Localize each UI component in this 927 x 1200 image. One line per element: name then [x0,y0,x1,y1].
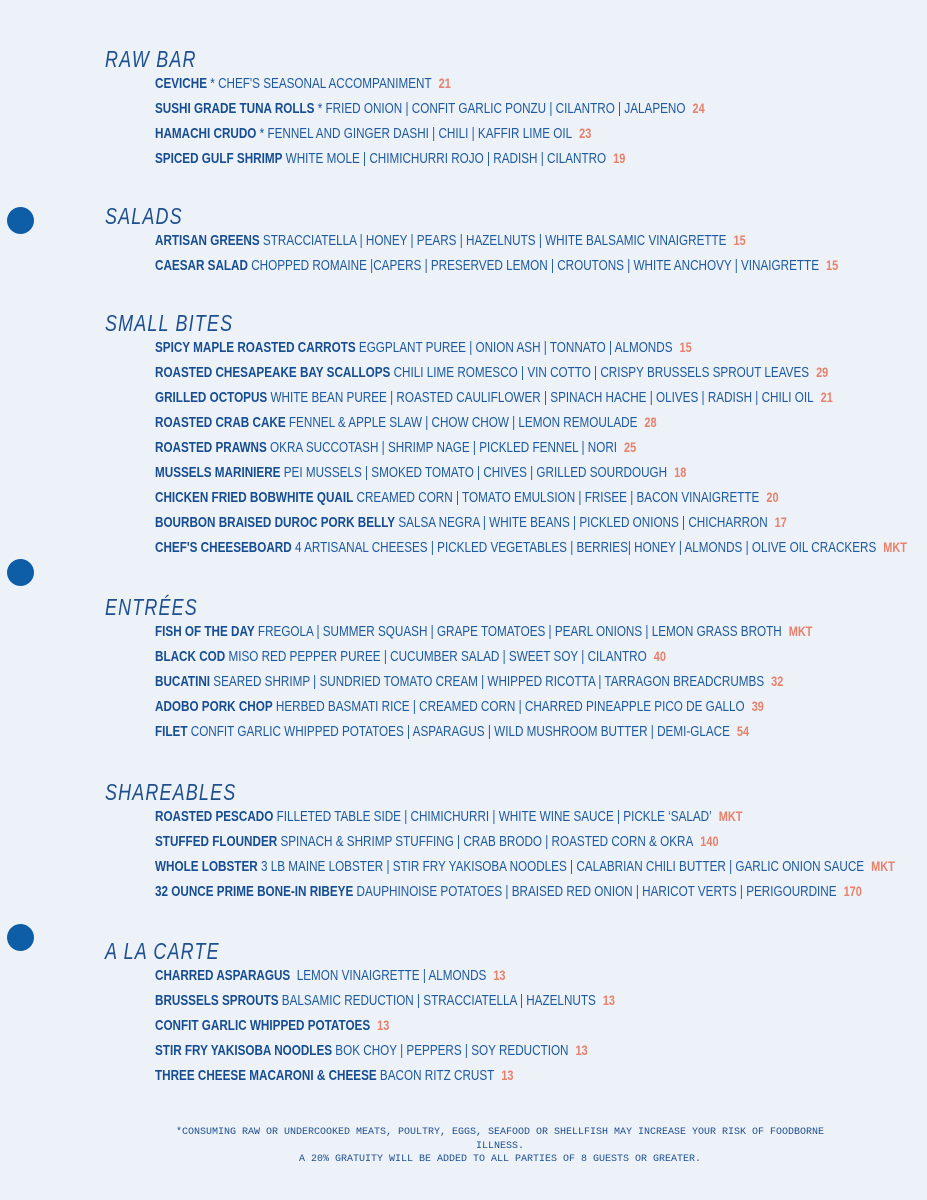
menu-item [155,435,907,460]
item-name: HAMACHI CRUDO [155,125,257,142]
menu-item [155,1013,615,1038]
menu-item [155,121,705,146]
item-name: ROASTED PESCADO [155,808,274,825]
menu-item [155,694,812,719]
item-name: ROASTED PRAWNS [155,439,267,456]
item-description: STRACCIATELLA | HONEY | PEARS | HAZELNUTS | WHITE BALSAMIC VINAIGRETTE [259,232,727,249]
item-description: * CHEF'S SEASONAL ACCOMPANIMENT [207,75,432,92]
item-description: * FENNEL AND GINGER DASHI | CHILI | KAFFIR LIME OIL [256,125,573,142]
item-description: FREGOLA | SUMMER SQUASH | GRAPE TOMATOES | PEARL ONIONS | LEMON GRASS BROTH [254,623,782,640]
item-name: BUCATINI [155,673,211,690]
item-description: HERBED BASMATI RICE | CREAMED CORN | CHARRED PINEAPPLE PICO DE GALLO [272,698,745,715]
menu-item [155,988,615,1013]
section-heading: RAW BAR [105,46,197,72]
item-name: CONFIT GARLIC WHIPPED POTATOES [155,1017,371,1034]
menu-item [155,644,812,669]
item-price: 40 [653,648,666,664]
menu-item [155,410,907,435]
item-description: OKRA SUCCOTASH | SHRIMP NAGE | PICKLED FENNEL | NORI [266,439,618,456]
item-price: 15 [826,257,839,273]
item-price: 13 [575,1042,588,1058]
menu-item [155,460,907,485]
item-description: SEARED SHRIMP | SUNDRIED TOMATO CREAM | WHIPPED RICOTTA | TARRAGON BREADCRUMBS [210,673,765,690]
item-price: 15 [733,232,746,248]
menu-item [155,829,895,854]
item-name: ROASTED CHESAPEAKE BAY SCALLOPS [155,364,391,381]
item-name: BLACK COD [155,648,226,665]
item-description: EGGPLANT PUREE | ONION ASH | TONNATO | ALMONDS [355,339,673,356]
item-description: WHITE MOLE | CHIMICHURRI ROJO | RADISH | CILANTRO [282,150,607,167]
item-price: 28 [644,414,657,430]
item-description: MISO RED PEPPER PUREE | CUCUMBER SALAD | SWEET SOY | CILANTRO [225,648,647,665]
item-price: 39 [751,698,764,714]
item-description: BACON RITZ CRUST [376,1067,495,1084]
item-name: STUFFED FLOUNDER [155,833,278,850]
item-price: 18 [674,464,687,480]
item-price: 13 [493,967,506,983]
section-heading: ENTRÉES [105,594,198,620]
item-name: ADOBO PORK CHOP [155,698,273,715]
item-description: BALSAMIC REDUCTION | STRACCIATELLA | HAZELNUTS [278,992,596,1009]
item-name: CHICKEN FRIED BOBWHITE QUAIL [155,489,354,506]
item-price: 170 [843,883,862,899]
menu-section [105,595,927,744]
item-price: 13 [602,992,615,1008]
item-description: LEMON VINAIGRETTE | ALMONDS [290,967,487,984]
menu-section [105,47,860,171]
item-list [155,228,927,278]
item-name: ARTISAN GREENS [155,232,260,249]
item-description: WHITE BEAN PUREE | ROASTED CAULIFLOWER | SPINACH HACHE | OLIVES | RADISH | CHILI OIL [267,389,814,406]
item-name: SPICY MAPLE ROASTED CARROTS [155,339,356,356]
item-price: 24 [692,100,705,116]
item-price: 20 [766,489,779,505]
item-description: FENNEL & APPLE SLAW | CHOW CHOW | LEMON REMOULADE [285,414,638,431]
footer-gratuity: A 20% GRATUITY WILL BE ADDED TO ALL PARTIES OF 8 GUESTS OR GREATER. [298,1154,702,1165]
item-description: CREAMED CORN | TOMATO EMULSION | FRISEE | BACON VINAIGRETTE [353,489,760,506]
item-price: 13 [377,1017,390,1033]
item-description: CONFIT GARLIC WHIPPED POTATOES | ASPARAGUS | WILD MUSHROOM BUTTER | DEMI-GLACE [187,723,730,740]
footer-notice [160,1126,840,1167]
menu-item [155,879,895,904]
section-heading: A LA CARTE [105,938,220,964]
section-heading: SHAREABLES [105,779,237,805]
item-name: ROASTED CRAB CAKE [155,414,286,431]
item-price: 21 [820,389,833,405]
menu-item [155,253,838,278]
item-description: SALSA NEGRA | WHITE BEANS | PICKLED ONIONS | CHICHARRON [395,514,768,531]
item-price: 15 [679,339,692,355]
item-description: PEI MUSSELS | SMOKED TOMATO | CHIVES | GRILLED SOURDOUGH [280,464,668,481]
section-heading: SMALL BITES [105,310,234,336]
menu-item [155,669,812,694]
menu-item [155,360,907,385]
menu-item [155,535,907,560]
item-name: CHARRED ASPARAGUS [155,967,291,984]
item-name: STIR FRY YAKISOBA NOODLES [155,1042,333,1059]
item-description: CHOPPED ROMAINE |CAPERS | PRESERVED LEMON | CROUTONS | WHITE ANCHOVY | VINAIGRETTE [247,257,820,274]
item-price: MKT [788,623,813,639]
item-list [155,71,860,171]
item-name: FILET [155,723,188,740]
item-price: MKT [883,539,907,555]
menu-item [155,854,895,879]
item-name: CAESAR SALAD [155,257,248,274]
item-name: SPICED GULF SHRIMP [155,150,283,167]
item-price: 17 [774,514,787,530]
item-price: MKT [718,808,743,824]
item-price: 25 [624,439,637,455]
menu-item [155,1063,615,1088]
item-name: GRILLED OCTOPUS [155,389,268,406]
item-name: CEVICHE [155,75,208,92]
menu-item [155,719,812,744]
menu-item [155,71,705,96]
item-price: 13 [501,1067,514,1083]
item-description: CHILI LIME ROMESCO | VIN COTTO | CRISPY BRUSSELS SPROUT LEAVES [390,364,810,381]
decorative-dot [7,924,34,951]
item-description: DAUPHINOISE POTATOES | BRAISED RED ONION | HARICOT VERTS | PERIGOURDINE [353,883,837,900]
item-description: 4 ARTISANAL CHEESES | PICKLED VEGETABLES | BERRIES| HONEY | ALMONDS | OLIVE OIL CRACKERS [291,539,877,556]
item-name: FISH OF THE DAY [155,623,255,640]
decorative-dot [7,207,34,234]
menu-section [105,311,927,560]
item-description: 3 LB MAINE LOBSTER | STIR FRY YAKISOBA NOODLES | CALABRIAN CHILI BUTTER | GARLIC ONION SAUCE [257,858,865,875]
item-list [155,619,927,744]
decorative-dot [7,559,34,586]
item-description: SPINACH & SHRIMP STUFFING | CRAB BRODO | ROASTED CORN & OKRA [277,833,694,850]
item-list [155,335,927,560]
item-name: SUSHI GRADE TUNA ROLLS [155,100,315,117]
item-price: MKT [871,858,895,874]
menu-item [155,146,705,171]
item-price: 140 [700,833,719,849]
menu-section [105,204,927,278]
item-name: CHEF'S CHEESEBOARD [155,539,292,556]
menu-item [155,485,907,510]
footer-raw-warning: *CONSUMING RAW OR UNDERCOOKED MEATS, POULTRY, EGGS, SEAFOOD OR SHELLFISH MAY INCREASE YOUR RISK OF FOODBORNE ILLNESS. [175,1127,825,1152]
item-name: THREE CHEESE MACARONI & CHEESE [155,1067,377,1084]
item-price: 19 [613,150,626,166]
menu-item [155,963,615,988]
item-description: BOK CHOY | PEPPERS | SOY REDUCTION [332,1042,569,1059]
menu-item [155,1038,615,1063]
menu-item [155,510,907,535]
item-price: 54 [736,723,750,739]
item-list [155,963,745,1088]
item-list [155,804,927,904]
item-name: BRUSSELS SPROUTS [155,992,279,1009]
menu-item [155,96,705,121]
item-price: 21 [438,75,451,91]
item-price: 23 [579,125,592,141]
menu-item [155,804,895,829]
item-name: WHOLE LOBSTER [155,858,258,875]
menu-section [105,939,745,1088]
item-description: FILLETED TABLE SIDE | CHIMICHURRI | WHITE WINE SAUCE | PICKLE ‘SALAD’ [273,808,712,825]
menu-item [155,228,838,253]
item-name: MUSSELS MARINIERE [155,464,281,481]
item-name: 32 OUNCE PRIME BONE-IN RIBEYE [155,883,354,900]
menu-item [155,385,907,410]
menu-item [155,335,907,360]
item-description: * FRIED ONION | CONFIT GARLIC PONZU | CILANTRO | JALAPENO [314,100,686,117]
item-name: BOURBON BRAISED DUROC PORK BELLY [155,514,396,531]
item-price: 32 [771,673,784,689]
item-price: 29 [816,364,829,380]
menu-item [155,619,812,644]
section-heading: SALADS [105,203,183,229]
menu-section [105,780,927,904]
